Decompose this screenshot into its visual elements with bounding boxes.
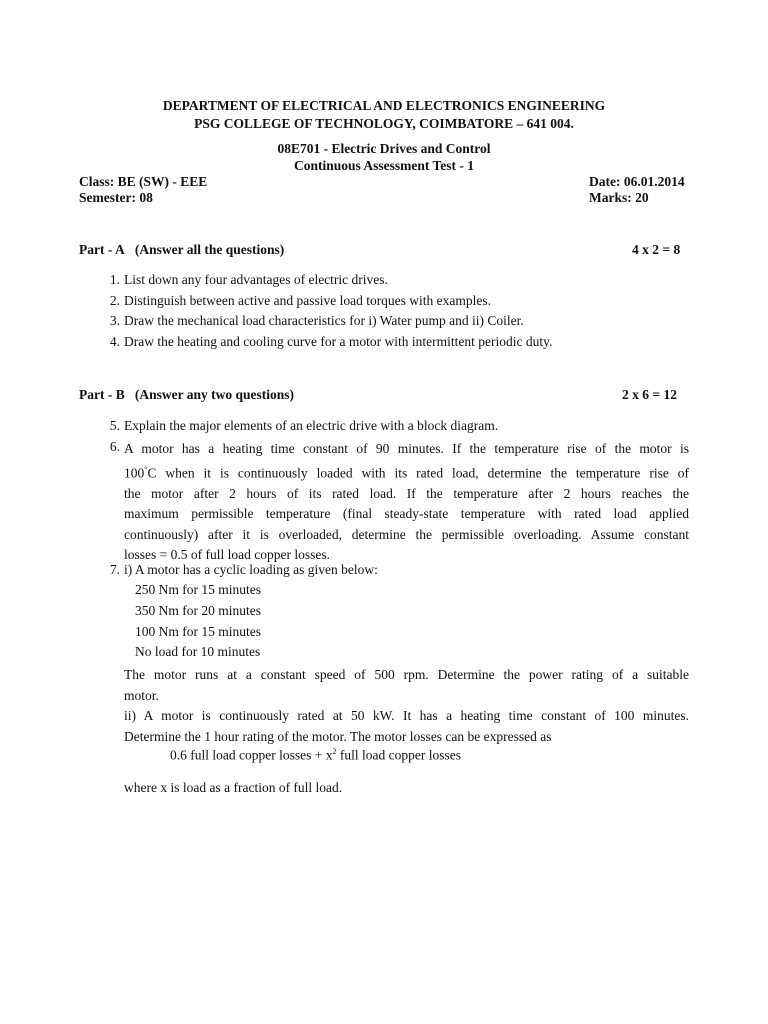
question-number: 7. bbox=[109, 562, 120, 577]
loss-formula bbox=[170, 747, 461, 764]
date-label: Date: 06.01.2014 bbox=[589, 174, 685, 189]
question-number: 3. bbox=[109, 313, 120, 328]
question-number: 1. bbox=[109, 272, 120, 287]
course-title: 08E701 - Electric Drives and Control bbox=[277, 141, 491, 156]
load-item: 100 Nm for 15 minutes bbox=[135, 624, 261, 639]
question-line: maximum permissible temperature (final steady-state temperature with rated load applied bbox=[124, 506, 689, 522]
part-b-instruction: (Answer any two questions) bbox=[134, 387, 294, 402]
degree-symbol: ° bbox=[144, 464, 148, 474]
load-item: 350 Nm for 20 minutes bbox=[135, 603, 261, 618]
question-line: losses = 0.5 of full load copper losses. bbox=[124, 547, 330, 563]
temperature-value: 100 bbox=[124, 465, 145, 481]
question-text: Distinguish between active and passive load torques with examples. bbox=[124, 293, 492, 308]
load-item: No load for 10 minutes bbox=[135, 644, 261, 659]
question-line bbox=[124, 460, 689, 484]
question-number: 4. bbox=[109, 334, 120, 349]
part-a-marks: 4 x 2 = 8 bbox=[632, 242, 681, 257]
question-text: List down any four advantages of electric drives. bbox=[124, 272, 388, 287]
question-line: The motor runs at a constant speed of 500 rpm. Determine the power rating of a suitable bbox=[124, 667, 689, 682]
question-number: 2. bbox=[109, 293, 120, 308]
part-b-marks: 2 x 6 = 12 bbox=[622, 387, 677, 402]
part-a-title: Part - A bbox=[79, 242, 125, 257]
class-label: Class: BE (SW) - EEE bbox=[79, 174, 208, 189]
part-b-heading bbox=[79, 387, 294, 403]
question-line: ii) A motor is continuously rated at 50 kW. It has a heating time constant of 100 minutes. bbox=[124, 708, 689, 724]
department-title: DEPARTMENT OF ELECTRICAL AND ELECTRONICS ENGINEERING bbox=[162, 98, 606, 113]
question-line: Determine the 1 hour rating of the motor. The motor losses can be expressed as bbox=[124, 728, 552, 744]
load-item: 250 Nm for 15 minutes bbox=[135, 582, 261, 597]
question-line: continuously) after it is overloaded, determine the permissible overloading. Assume constant bbox=[124, 526, 689, 542]
part-a-heading bbox=[79, 242, 284, 258]
question-text: Draw the mechanical load characteristics for i) Water pump and ii) Coiler. bbox=[124, 313, 524, 328]
formula-part: 0.6 full load copper losses + x bbox=[170, 747, 333, 763]
question-text: Draw the heating and cooling curve for a motor with intermittent periodic duty. bbox=[124, 334, 553, 349]
question-line: motor. bbox=[124, 687, 159, 703]
formula-part: full load copper losses bbox=[336, 747, 461, 763]
question-7-intro: i) A motor has a cyclic loading as given below: bbox=[124, 562, 378, 577]
college-title: PSG COLLEGE OF TECHNOLOGY, COIMBATORE – 641 004. bbox=[194, 116, 574, 131]
question-text: Explain the major elements of an electric drive with a block diagram. bbox=[124, 418, 499, 433]
question-line-rest: C when it is continuously loaded with its rated load, determine the temperature rise of bbox=[147, 465, 689, 481]
formula-note: where x is load as a fraction of full load. bbox=[124, 780, 343, 795]
question-7-speed bbox=[124, 665, 689, 747]
question-line: A motor has a heating time constant of 90 minutes. If the temperature rise of the motor is bbox=[124, 441, 689, 456]
question-number: 5. bbox=[109, 418, 120, 433]
question-line: the motor after 2 hours of its rated load. If the temperature after 2 hours reaches the bbox=[124, 485, 689, 501]
test-title: Continuous Assessment Test - 1 bbox=[293, 158, 475, 173]
question-number: 6. bbox=[109, 439, 120, 454]
formula-exponent: 2 bbox=[332, 747, 337, 756]
question-6-text bbox=[124, 439, 689, 566]
part-a-instruction: (Answer all the questions) bbox=[134, 242, 285, 257]
semester-label: Semester: 08 bbox=[79, 190, 153, 205]
marks-label: Marks: 20 bbox=[589, 190, 649, 205]
part-b-title: Part - B bbox=[79, 387, 125, 402]
